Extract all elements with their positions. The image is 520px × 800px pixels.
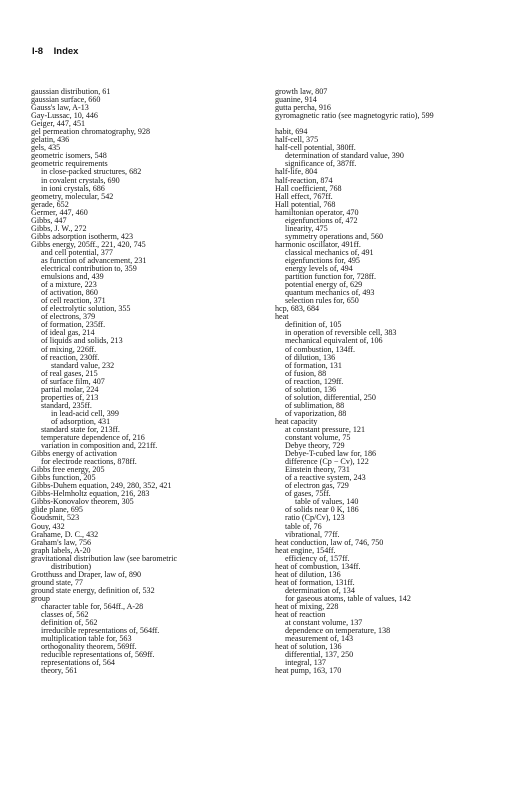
- index-entry: Gibbs free energy, 205: [31, 465, 105, 475]
- index-entry: Gibbs adsorption isotherm, 423: [31, 231, 134, 241]
- index-entry: gravitational distribution law (see barometric: [31, 553, 178, 563]
- index-entry: gelatin, 436: [31, 135, 70, 145]
- index-entry: Hall effect, 767ff.: [275, 191, 333, 201]
- index-subentry: Debye-T-cubed law for, 186: [285, 449, 377, 459]
- index-subentry: electrical contribution to, 359: [41, 264, 137, 274]
- index-entry: ground state energy, definition of, 532: [31, 585, 155, 595]
- index-entry: gutta percha, 916: [275, 103, 331, 113]
- index-subentry: potential energy of, 629: [285, 280, 363, 290]
- index-entry: heat of dilution, 136: [275, 569, 341, 579]
- index-entry: half-cell potential, 380ff.: [275, 143, 356, 153]
- index-subentry: differential, 137, 250: [285, 650, 354, 660]
- index-subentry: orthogonality theorem, 569ff.: [41, 642, 137, 652]
- index-entry: glide plane, 695: [31, 505, 83, 515]
- index-subentry: of electrons, 379: [41, 312, 96, 322]
- index-subentry: determination of standard value, 390: [285, 151, 404, 161]
- index-subentry: as function of advancement, 231: [41, 255, 147, 265]
- index-subentry: theory, 561: [41, 666, 78, 676]
- index-entry: Grahame, D. C., 432: [31, 529, 99, 539]
- index-entry: Gibbs-Helmholtz equation, 216, 283: [31, 489, 150, 499]
- index-subentry: ratio (Cp/Cv), 123: [285, 513, 345, 523]
- index-column-left: [31, 88, 266, 675]
- index-subentry: of adsorption, 431: [51, 416, 111, 426]
- index-subentry: of reaction, 230ff.: [41, 352, 100, 362]
- index-subentry: definition of, 562: [41, 618, 98, 628]
- index-entry: guanine, 914: [275, 95, 317, 105]
- index-subentry: in ioni crystals, 686: [41, 183, 105, 193]
- index-subentry: table of values, 140: [295, 497, 359, 507]
- index-entry: gels, 435: [31, 143, 61, 153]
- index-entry: heat of solution, 136: [275, 642, 342, 652]
- index-subentry: of solution, differential, 250: [285, 392, 376, 402]
- index-entry: geometric requirements: [31, 159, 108, 169]
- index-subentry: significance of, 387ff.: [285, 159, 357, 169]
- index-subentry: character table for, 564ff., A-28: [41, 602, 144, 611]
- index-entry: harmonic oscillator, 491ff.: [275, 239, 361, 249]
- index-subentry: of electron gas, 729: [285, 481, 349, 491]
- index-subentry: Debye theory, 729: [285, 441, 345, 451]
- index-subentry: of ideal gas, 214: [41, 328, 95, 338]
- index-entry: Geiger, 447, 451: [31, 119, 86, 129]
- index-entry: heat pump, 163, 170: [275, 666, 342, 676]
- index-subentry: standard state for, 213ff.: [41, 424, 120, 434]
- index-subentry: of solution, 136: [285, 384, 337, 394]
- index-subentry: classical mechanics of, 491: [285, 247, 374, 257]
- index-subentry: of gases, 75ff.: [285, 489, 331, 499]
- index-subentry: difference (Cp − Cv), 122: [285, 457, 369, 467]
- index-entry: hamiltonian operator, 470: [275, 207, 359, 217]
- index-entry: Hall potential, 768: [275, 199, 336, 209]
- index-subentry: in operation of reversible cell, 383: [285, 328, 397, 338]
- index-subentry: efficiency of, 157ff.: [285, 553, 350, 563]
- index-subentry: for electrode reactions, 878ff.: [41, 457, 137, 467]
- index-entry: Gibbs energy of activation: [31, 449, 117, 459]
- index-entry: Graham's law, 756: [31, 537, 92, 547]
- index-entry: heat capacity: [275, 416, 318, 426]
- index-subentry: in close-packed structures, 682: [41, 167, 142, 177]
- index-entry: gaussian surface, 660: [31, 95, 101, 105]
- index-subentry: at constant volume, 137: [285, 618, 363, 628]
- index-subentry: linearity, 475: [285, 223, 328, 233]
- index-entry: Gauss's law, A-13: [31, 103, 89, 113]
- index-entry: Germer, 447, 460: [31, 207, 88, 217]
- index-entry: Gibbs-Konovalov theorem, 305: [31, 497, 134, 507]
- index-entry: gaussian distribution, 61: [31, 87, 111, 96]
- index-entry: half-reaction, 874: [275, 175, 333, 185]
- index-entry: half-life, 804: [275, 167, 318, 177]
- index-subentry: vibrational, 77ff.: [285, 529, 340, 539]
- index-subentry: temperature dependence of, 216: [41, 433, 145, 443]
- index-subentry: of electrolytic solution, 355: [41, 304, 131, 314]
- index-entry: heat conduction, law of, 746, 750: [275, 537, 384, 547]
- index-entry: Hall coefficient, 768: [275, 183, 342, 193]
- index-subentry: in lead-acid cell, 399: [51, 408, 119, 418]
- index-subentry: selection rules for, 650: [285, 296, 359, 306]
- index-entry: heat of formation, 131ff.: [275, 577, 355, 587]
- index-subentry: of dilution, 136: [285, 352, 336, 362]
- index-subentry: of fusion, 88: [285, 368, 327, 378]
- index-subentry: eigenfunctions of, 472: [285, 215, 358, 225]
- index-subentry: of combustion, 134ff.: [285, 344, 355, 354]
- index-subentry: integral, 137: [285, 658, 326, 668]
- index-subentry: of a reactive system, 243: [285, 473, 366, 483]
- page-number: I-8: [32, 46, 44, 57]
- index-entry: gyromagnetic ratio (see magnetogyric ratio), 599: [275, 111, 434, 121]
- index-entry: geometry, molecular, 542: [31, 191, 114, 201]
- index-subentry: of mixing, 226ff.: [41, 344, 97, 354]
- index-subentry: and cell potential, 377: [41, 247, 113, 257]
- index-subentry: emulsions and, 439: [41, 272, 104, 282]
- index-subentry: standard value, 232: [51, 360, 115, 370]
- index-entry: geometric isomers, 548: [31, 151, 107, 161]
- index-entry: heat: [275, 312, 289, 322]
- index-subentry: variation in composition and, 221ff.: [41, 441, 158, 451]
- index-entry: Gibbs, 447: [31, 215, 67, 225]
- index-entry: Gibbs-Duhem equation, 249, 280, 352, 421: [31, 481, 172, 491]
- index-subentry: of surface film, 407: [41, 376, 105, 386]
- index-subentry: definition of, 105: [285, 320, 342, 330]
- index-entry: Gay-Lussac, 10, 446: [31, 111, 98, 121]
- index-subentry: Einstein theory, 731: [285, 465, 350, 475]
- index-entry: Grotthuss and Draper, law of, 890: [31, 569, 142, 579]
- index-subentry: irreducible representations of, 564ff.: [41, 626, 160, 636]
- index-subentry: constant volume, 75: [285, 433, 351, 443]
- index-entry: gel permeation chromatography, 928: [31, 127, 151, 137]
- index-subentry: of real gases, 215: [41, 368, 98, 378]
- index-subentry: of formation, 235ff.: [41, 320, 106, 330]
- index-subentry: representations of, 564: [41, 658, 115, 668]
- index-subentry: classes of, 562: [41, 610, 89, 620]
- index-entry: heat of reaction: [275, 610, 326, 620]
- index-subentry: mechanical equivalent of, 106: [285, 336, 383, 346]
- index-subentry: table of, 76: [285, 521, 322, 531]
- index-subentry: of vaporization, 88: [285, 408, 347, 418]
- index-subentry: of a mixture, 223: [41, 280, 97, 290]
- index-subentry: for gaseous atoms, table of values, 142: [285, 593, 411, 603]
- index-entry: Goudsmit, 523: [31, 513, 80, 523]
- index-subentry: measurement of, 143: [285, 634, 354, 644]
- index-column-right: [275, 88, 515, 675]
- running-header: [32, 46, 78, 57]
- index-entry: heat of combustion, 134ff.: [275, 561, 361, 571]
- index-entry: Gibbs function, 205: [31, 473, 96, 483]
- index-subentry: distribution): [51, 561, 92, 571]
- index-subentry: of activation, 860: [41, 288, 98, 298]
- index-subentry: dependence on temperature, 138: [285, 626, 391, 636]
- index-subentry: multiplication table for, 563: [41, 634, 132, 644]
- index-entry: gerade, 652: [31, 199, 69, 209]
- index-entry: heat engine, 154ff.: [275, 545, 336, 555]
- index-subentry: quantum mechanics of, 493: [285, 288, 375, 298]
- index-subentry: symmetry operations and, 560: [285, 231, 384, 241]
- index-subentry: of formation, 131: [285, 360, 342, 370]
- index-subentry: energy levels of, 494: [285, 264, 353, 274]
- index-subentry: standard, 235ff.: [41, 400, 92, 410]
- letter-gap: [275, 120, 515, 128]
- index-entry: group: [31, 593, 50, 603]
- index-subentry: at constant pressure, 121: [285, 424, 366, 434]
- index-entry: Gibbs, J. W., 272: [31, 223, 87, 233]
- index-subentry: in covalent crystals, 690: [41, 175, 120, 185]
- index-subentry: of liquids and solids, 213: [41, 336, 123, 346]
- index-entry: ground state, 77: [31, 577, 83, 587]
- index-subentry: partition function for, 728ff.: [285, 272, 377, 282]
- section-title: Index: [53, 46, 79, 57]
- index-subentry: properties of, 213: [41, 392, 99, 402]
- index-entry: hcp, 683, 684: [275, 304, 320, 314]
- index-subentry: of cell reaction, 371: [41, 296, 106, 306]
- index-entry: habit, 694: [275, 127, 308, 137]
- index-entry: graph labels, A-20: [31, 545, 91, 555]
- index-entry: half-cell, 375: [275, 135, 319, 145]
- index-subentry: of solids near 0 K, 186: [285, 505, 359, 515]
- index-subentry: determination of, 134: [285, 585, 355, 595]
- index-subentry: partial molar, 224: [41, 384, 99, 394]
- index-subentry: reducible representations of, 569ff.: [41, 650, 155, 660]
- index-entry: heat of mixing, 228: [275, 602, 339, 611]
- index-subentry: of reaction, 129ff.: [285, 376, 344, 386]
- index-subentry: of sublimation, 88: [285, 400, 345, 410]
- index-entry: Gouy, 432: [31, 521, 65, 531]
- index-entry: growth law, 807: [275, 87, 328, 96]
- index-entry: Gibbs energy, 205ff., 221, 420, 745: [31, 239, 146, 249]
- index-subentry: eigenfunctions for, 495: [285, 255, 360, 265]
